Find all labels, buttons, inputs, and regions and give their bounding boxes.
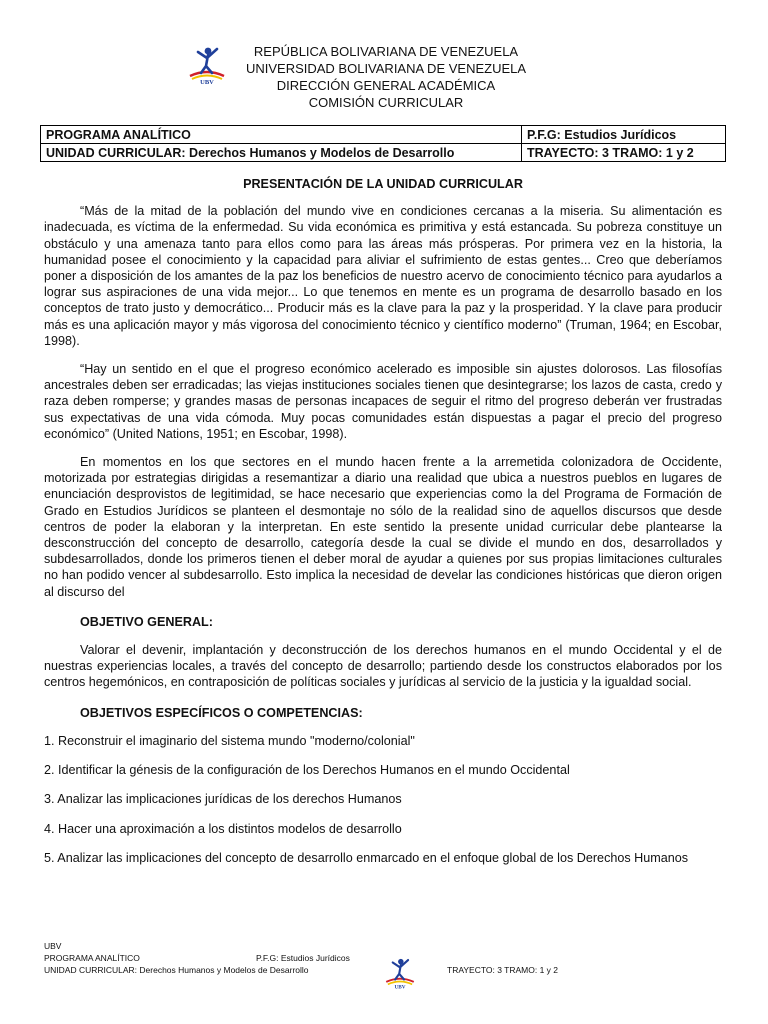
pfg-cell: P.F.G: Estudios Jurídicos	[522, 126, 726, 144]
logo-text: UBV	[200, 79, 214, 85]
program-info-row	[41, 126, 726, 144]
presentation-paragraph-context: En momentos en los que sectores en el mundo hacen frente a la arremetida colonizadora de Occidente, motorizada por estrategias dirigidas a resemantizar a diario una realidad que ubica a nuestros pueblos en lugares de enunciación desprovistos de legitimidad, se hace necesario que experiencias como la del Programa de Formación de Grado en Estudios Jurídicos se planteen el desmontaje no sólo de la realidad sino de aquellos discursos que desde centros de poder la elaboran y la interpretan. En este sentido la presente unidad curricular debe plantearse la desconstrucción del concepto de desarrollo, categoría desde la cual se divide el mundo en dos, desarrollados y subdesarrollados, donde los primeros tienen el deber moral de ayudar a quienes por sus propias limitaciones culturales no han podido vencer al subdesarrollo. Esto implica la necesidad de develar las condiciones históricas que dieron origen al discurso del	[44, 455, 722, 599]
program-info-row	[41, 144, 726, 162]
specific-objective-item: 3. Analizar las implicaciones jurídicas de los derechos Humanos	[44, 792, 402, 807]
trayecto-cell: TRAYECTO: 3 TRAMO: 1 y 2	[522, 144, 726, 162]
footer-logo-text: UBV	[394, 984, 406, 990]
header-line-republic: REPÚBLICA BOLIVARIANA DE VENEZUELA	[253, 44, 519, 59]
program-type-cell: PROGRAMA ANALÍTICO	[41, 126, 522, 144]
presentation-title: PRESENTACIÓN DE LA UNIDAD CURRICULAR	[243, 177, 523, 191]
specific-objective-item: 1. Reconstruir el imaginario del sistema mundo "moderno/colonial"	[44, 733, 415, 748]
document-header	[0, 43, 768, 111]
document-body	[44, 176, 722, 879]
footer-row	[44, 940, 724, 952]
presentation-paragraph-truman: “Más de la mitad de la población del mundo vive en condiciones cercanas a la miseria. Su alimentación es inadecuada, es víctima de la enfermedad. Su vida económica es primitiva y está estancada. Su pobreza constituye un obstáculo y una amenaza tanto para ellos como para las áreas más prósperas. Por primera vez en la historia, la humanidad posee el conocimiento y la capacidad para aliviar el sufrimiento de estas gentes... Creo que deberíamos poner a disposición de los amantes de la paz los beneficios de nuestro acervo de conocimiento técnico para ayudarlos a lograr sus aspiraciones de una vida mejor... Lo que tenemos en mente es un programa de desarrollo basado en los conceptos de trato justo y democrático... Producir más es la clave para la paz y la prosperidad. Y la clave para producir más es una aplicación mayor y más vigorosa del conocimiento técnico y científico moderno” (Truman, 1964; en Escobar, 1998).	[44, 204, 722, 348]
footer-curricular-unit: UNIDAD CURRICULAR: Derechos Humanos y Modelos de Desarrollo	[44, 965, 309, 975]
presentation-paragraph-un: “Hay un sentido en el que el progreso económico acelerado es imposible sin ajustes dolorosos. Las filosofías ancestrales deben ser erradicadas; las viejas instituciones sociales tienen que desintegrarse; los lazos de casta, credo y raza deben romperse; y grandes masas de personas incapaces de seguir el ritmo del progreso deberán ver frustradas sus expectativas de una vida cómoda. Muy pocas comunidades están dispuestas a pagar el precio del progreso económico” (United Nations, 1951; en Escobar, 1998).	[44, 362, 722, 441]
program-info-table	[40, 125, 726, 162]
header-line-university: UNIVERSIDAD BOLIVARIANA DE VENEZUELA	[245, 61, 527, 76]
specific-objective-item: 4. Hacer una aproximación a los distintos modelos de desarrollo	[44, 821, 402, 836]
footer-program: PROGRAMA ANALÍTICO	[44, 953, 140, 963]
specific-objectives-title: OBJETIVOS ESPECÍFICOS O COMPETENCIAS:	[80, 705, 363, 720]
ubv-logo	[186, 45, 228, 85]
specific-objective-item: 2. Identificar la génesis de la configuración de los Derechos Humanos en el mundo Occidental	[44, 763, 570, 778]
institution-heading	[4, 43, 768, 111]
header-line-commission: COMISIÓN CURRICULAR	[308, 95, 464, 110]
general-objective-title: OBJETIVO GENERAL:	[80, 614, 213, 629]
footer-trayecto: TRAYECTO: 3 TRAMO: 1 y 2	[447, 965, 558, 975]
footer-ubv-logo	[383, 956, 417, 990]
general-objective-text: Valorar el devenir, implantación y deconstrucción de los derechos humanos en el mundo Occidental y el de nuestras experiencias locales, a través del concepto de desarrollo; partiendo desde los constructos elaborados por los centros hegemónicos, en contraposición de políticas sociales y jurídicas al servicio de la justicia y la igualdad social.	[44, 643, 722, 690]
specific-objective-item: 5. Analizar las implicaciones del concepto de desarrollo enmarcado en el enfoque global de los Derechos Humanos	[44, 850, 689, 865]
footer-ubv: UBV	[44, 941, 62, 951]
curricular-unit-cell: UNIDAD CURRICULAR: Derechos Humanos y Modelos de Desarrollo	[41, 144, 522, 162]
footer-pfg: P.F.G: Estudios Jurídicos	[256, 953, 350, 963]
header-line-direction: DIRECCIÓN GENERAL ACADÉMICA	[276, 78, 496, 93]
